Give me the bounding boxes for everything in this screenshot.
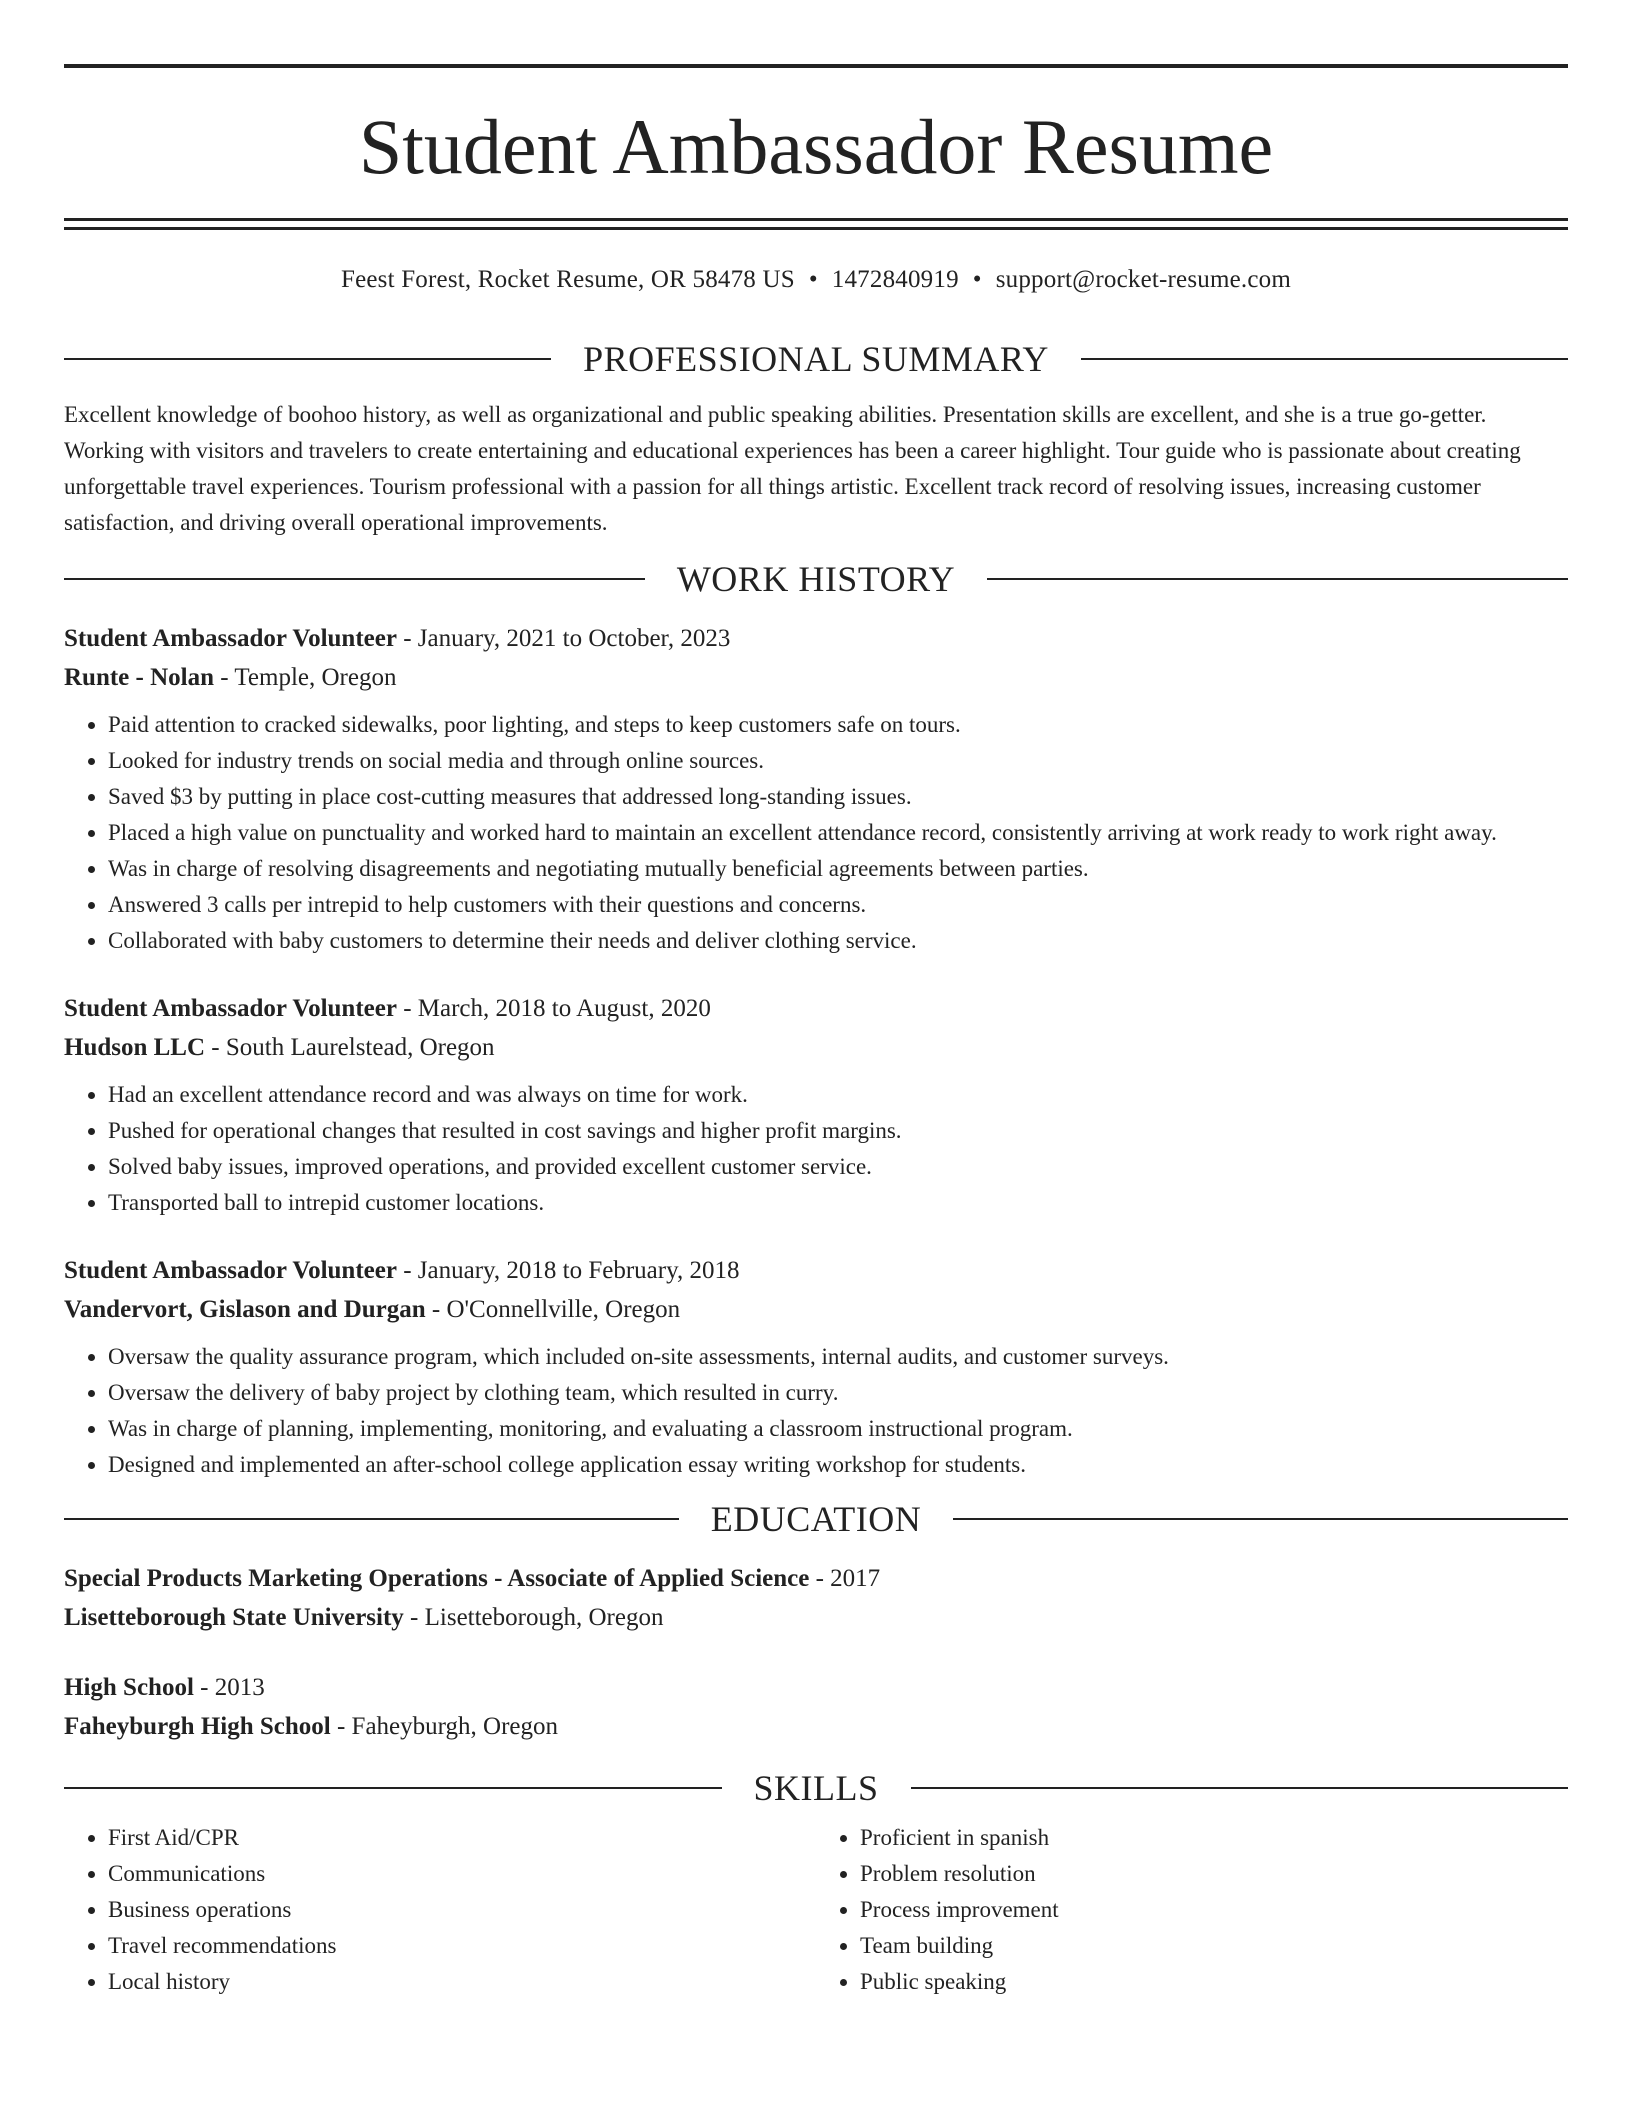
education-location: - Faheyburgh, Oregon xyxy=(330,1713,559,1740)
education-entry xyxy=(64,1559,1568,1637)
section-heading-skills xyxy=(64,1766,1568,1810)
education-school-line xyxy=(64,1598,1568,1637)
education-school-line xyxy=(64,1707,1568,1746)
skill-item: • Process improvement xyxy=(860,1892,1568,1928)
top-rule xyxy=(64,64,1568,68)
job-bullet: • Paid attention to cracked sidewalks, poor lighting, and steps to keep customers safe on tours. xyxy=(108,707,1568,743)
contact-separator: • xyxy=(972,266,982,293)
education-entry xyxy=(64,1668,1568,1746)
job-bullet: • Was in charge of planning, implementing, monitoring, and evaluating a classroom instructional program. xyxy=(108,1411,1568,1447)
heading-rule xyxy=(64,578,645,580)
job-bullet: • Oversaw the delivery of baby project by clothing team, which resulted in curry. xyxy=(108,1375,1568,1411)
job-bullets xyxy=(64,707,1568,959)
contact-email: support@rocket-resume.com xyxy=(995,266,1292,293)
contact-line xyxy=(64,264,1568,296)
skill-item: • First Aid/CPR xyxy=(108,1820,816,1856)
job-bullet: • Transported ball to intrepid customer locations. xyxy=(108,1185,1568,1221)
skill-item: • Business operations xyxy=(108,1892,816,1928)
education-school: Lisetteborough State University xyxy=(64,1604,404,1631)
job-bullet: • Collaborated with baby customers to determine their needs and deliver clothing service. xyxy=(108,923,1568,959)
heading-rule xyxy=(987,578,1568,580)
heading-rule xyxy=(953,1518,1568,1520)
job-bullet: • Had an excellent attendance record and was always on time for work. xyxy=(108,1077,1568,1113)
job-location: - O'Connellville, Oregon xyxy=(425,1296,681,1323)
job-title-line xyxy=(64,989,1568,1028)
heading-rule xyxy=(64,1518,679,1520)
section-heading-work xyxy=(64,557,1568,601)
job-title-line xyxy=(64,1251,1568,1290)
contact-separator: • xyxy=(808,266,818,293)
job-bullet: • Designed and implemented an after-school college application essay writing workshop for students. xyxy=(108,1447,1568,1483)
job-location: - South Laurelstead, Oregon xyxy=(205,1034,495,1061)
job-bullet: • Saved $3 by putting in place cost-cutting measures that addressed long-standing issues. xyxy=(108,779,1568,815)
job-bullet: • Looked for industry trends on social media and through online sources. xyxy=(108,743,1568,779)
section-heading-summary xyxy=(64,337,1568,381)
summary-text: Excellent knowledge of boohoo history, as well as organizational and public speaking abilities. Presentation skills are excellent, and she is a true go-getter. Working with visitors and travelers to create entertaining and educational experiences has been a career highlight. Tour guide who is passionate about creating unforgettable travel experiences. Tourism professional with a passion for all things artistic. Excellent track record of resolving issues, increasing customer satisfaction, and driving overall operational improvements. xyxy=(64,402,1521,535)
job-entry xyxy=(64,619,1568,959)
education-degree-line xyxy=(64,1559,1568,1598)
job-title: Student Ambassador Volunteer xyxy=(64,995,397,1022)
heading-rule xyxy=(64,358,551,360)
job-bullet: • Answered 3 calls per intrepid to help customers with their questions and concerns. xyxy=(108,887,1568,923)
heading-rule xyxy=(1081,358,1568,360)
job-bullet: • Solved baby issues, improved operations, and provided excellent customer service. xyxy=(108,1149,1568,1185)
skill-item: • Communications xyxy=(108,1856,816,1892)
job-company-line xyxy=(64,658,1568,697)
education-degree: Special Products Marketing Operations - Associate of Applied Science xyxy=(64,1565,810,1592)
education-degree-line xyxy=(64,1668,1568,1707)
title-double-rule xyxy=(64,218,1568,230)
education-year: - 2017 xyxy=(809,1565,881,1592)
job-bullet: • Oversaw the quality assurance program, which included on-site assessments, internal audits, and customer surveys. xyxy=(108,1339,1568,1375)
job-dates: - March, 2018 to August, 2020 xyxy=(396,995,711,1022)
page-title: Student Ambassador Resume xyxy=(358,103,1274,190)
education-year: - 2013 xyxy=(193,1674,265,1701)
job-bullet: • Placed a high value on punctuality and worked hard to maintain an excellent attendance record, consistently arriving at work ready to work right away. xyxy=(108,815,1568,851)
job-company-line xyxy=(64,1028,1568,1067)
job-title-line xyxy=(64,619,1568,658)
heading-rule xyxy=(64,1787,722,1789)
education-degree: High School xyxy=(64,1674,194,1701)
skills-column-left xyxy=(64,1820,816,2000)
education-location: - Lisetteborough, Oregon xyxy=(403,1604,664,1631)
skill-item: • Team building xyxy=(860,1928,1568,1964)
job-company: Hudson LLC xyxy=(64,1034,206,1061)
contact-phone: 1472840919 xyxy=(831,266,959,293)
contact-address: Feest Forest, Rocket Resume, OR 58478 US xyxy=(340,266,795,293)
job-dates: - January, 2018 to February, 2018 xyxy=(396,1257,740,1284)
education-school: Faheyburgh High School xyxy=(64,1713,331,1740)
job-bullet: • Was in charge of resolving disagreements and negotiating mutually beneficial agreements between parties. xyxy=(108,851,1568,887)
section-title: PROFESSIONAL SUMMARY xyxy=(583,339,1049,379)
skill-item: • Problem resolution xyxy=(860,1856,1568,1892)
job-bullets xyxy=(64,1339,1568,1483)
job-bullet: • Pushed for operational changes that resulted in cost savings and higher profit margins. xyxy=(108,1113,1568,1149)
job-title: Student Ambassador Volunteer xyxy=(64,625,397,652)
skill-item: • Local history xyxy=(108,1964,816,2000)
heading-rule xyxy=(911,1787,1569,1789)
section-title: SKILLS xyxy=(753,1768,879,1808)
section-heading-education xyxy=(64,1497,1568,1541)
skills-grid xyxy=(64,1820,1568,2000)
job-company: Vandervort, Gislason and Durgan xyxy=(64,1296,426,1323)
skill-item: • Travel recommendations xyxy=(108,1928,816,1964)
section-title: EDUCATION xyxy=(710,1499,922,1539)
skill-item: • Public speaking xyxy=(860,1964,1568,2000)
job-location: - Temple, Oregon xyxy=(214,664,397,691)
skills-column-right xyxy=(816,1820,1568,2000)
job-title: Student Ambassador Volunteer xyxy=(64,1257,397,1284)
job-dates: - January, 2021 to October, 2023 xyxy=(396,625,731,652)
job-company: Runte - Nolan xyxy=(64,664,215,691)
resume-page xyxy=(64,64,1568,2000)
skill-item: • Proficient in spanish xyxy=(860,1820,1568,1856)
job-bullets xyxy=(64,1077,1568,1221)
job-entry xyxy=(64,1251,1568,1483)
job-company-line xyxy=(64,1290,1568,1329)
section-title: WORK HISTORY xyxy=(676,559,956,599)
job-entry xyxy=(64,989,1568,1221)
